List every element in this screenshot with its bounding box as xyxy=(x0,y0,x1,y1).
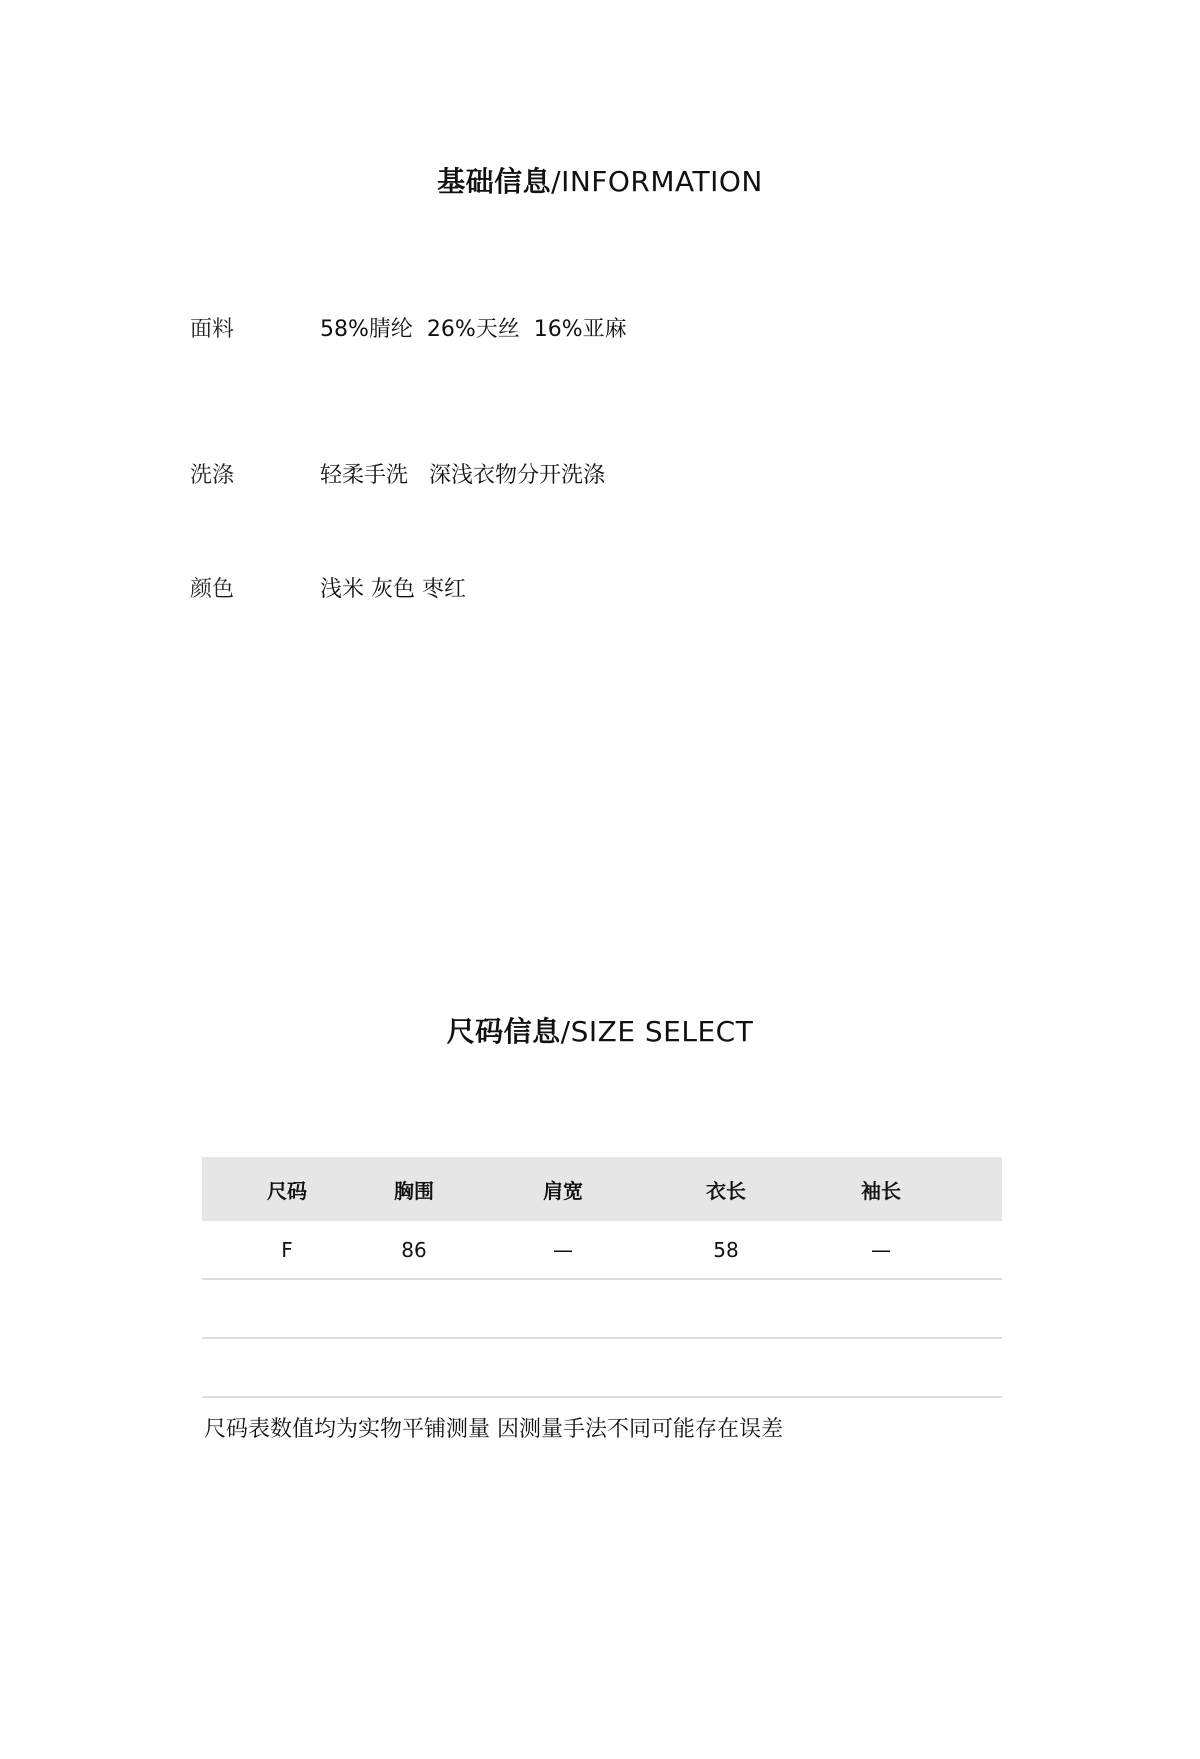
size-table-header xyxy=(202,1157,1002,1221)
cell-bust: 86 xyxy=(401,1237,427,1262)
cell-sleeve: — xyxy=(871,1237,891,1262)
size-note: 尺码表数值均为实物平铺测量 因测量手法不同可能存在误差 xyxy=(204,1417,783,1442)
info-title-cn: 基础信息 xyxy=(437,165,552,198)
table-row-empty xyxy=(202,1280,1002,1339)
cell-size: F xyxy=(281,1237,293,1262)
info-title-en: /INFORMATION xyxy=(551,165,763,198)
size-section-title xyxy=(0,1010,1200,1050)
size-table xyxy=(202,1157,1002,1398)
header-sleeve: 袖长 xyxy=(861,1178,901,1203)
cell-shoulder: — xyxy=(553,1237,573,1262)
size-title-cn: 尺码信息 xyxy=(446,1015,561,1048)
color-label: 颜色 xyxy=(190,577,235,602)
table-row-empty xyxy=(202,1339,1002,1398)
fabric-value: 58%腈纶 26%天丝 16%亚麻 xyxy=(320,317,627,342)
washing-label: 洗涤 xyxy=(190,463,235,488)
size-title-en: /SIZE SELECT xyxy=(560,1015,754,1048)
header-bust: 胸围 xyxy=(394,1178,434,1203)
table-row xyxy=(202,1221,1002,1280)
header-shoulder: 肩宽 xyxy=(543,1178,583,1203)
header-length: 衣长 xyxy=(706,1178,746,1203)
fabric-label: 面料 xyxy=(190,317,235,342)
info-section-title xyxy=(0,160,1200,200)
cell-length: 58 xyxy=(713,1237,739,1262)
washing-value: 轻柔手洗 深浅衣物分开洗涤 xyxy=(320,463,605,488)
header-size: 尺码 xyxy=(267,1178,307,1203)
color-value: 浅米 灰色 枣红 xyxy=(320,577,466,602)
